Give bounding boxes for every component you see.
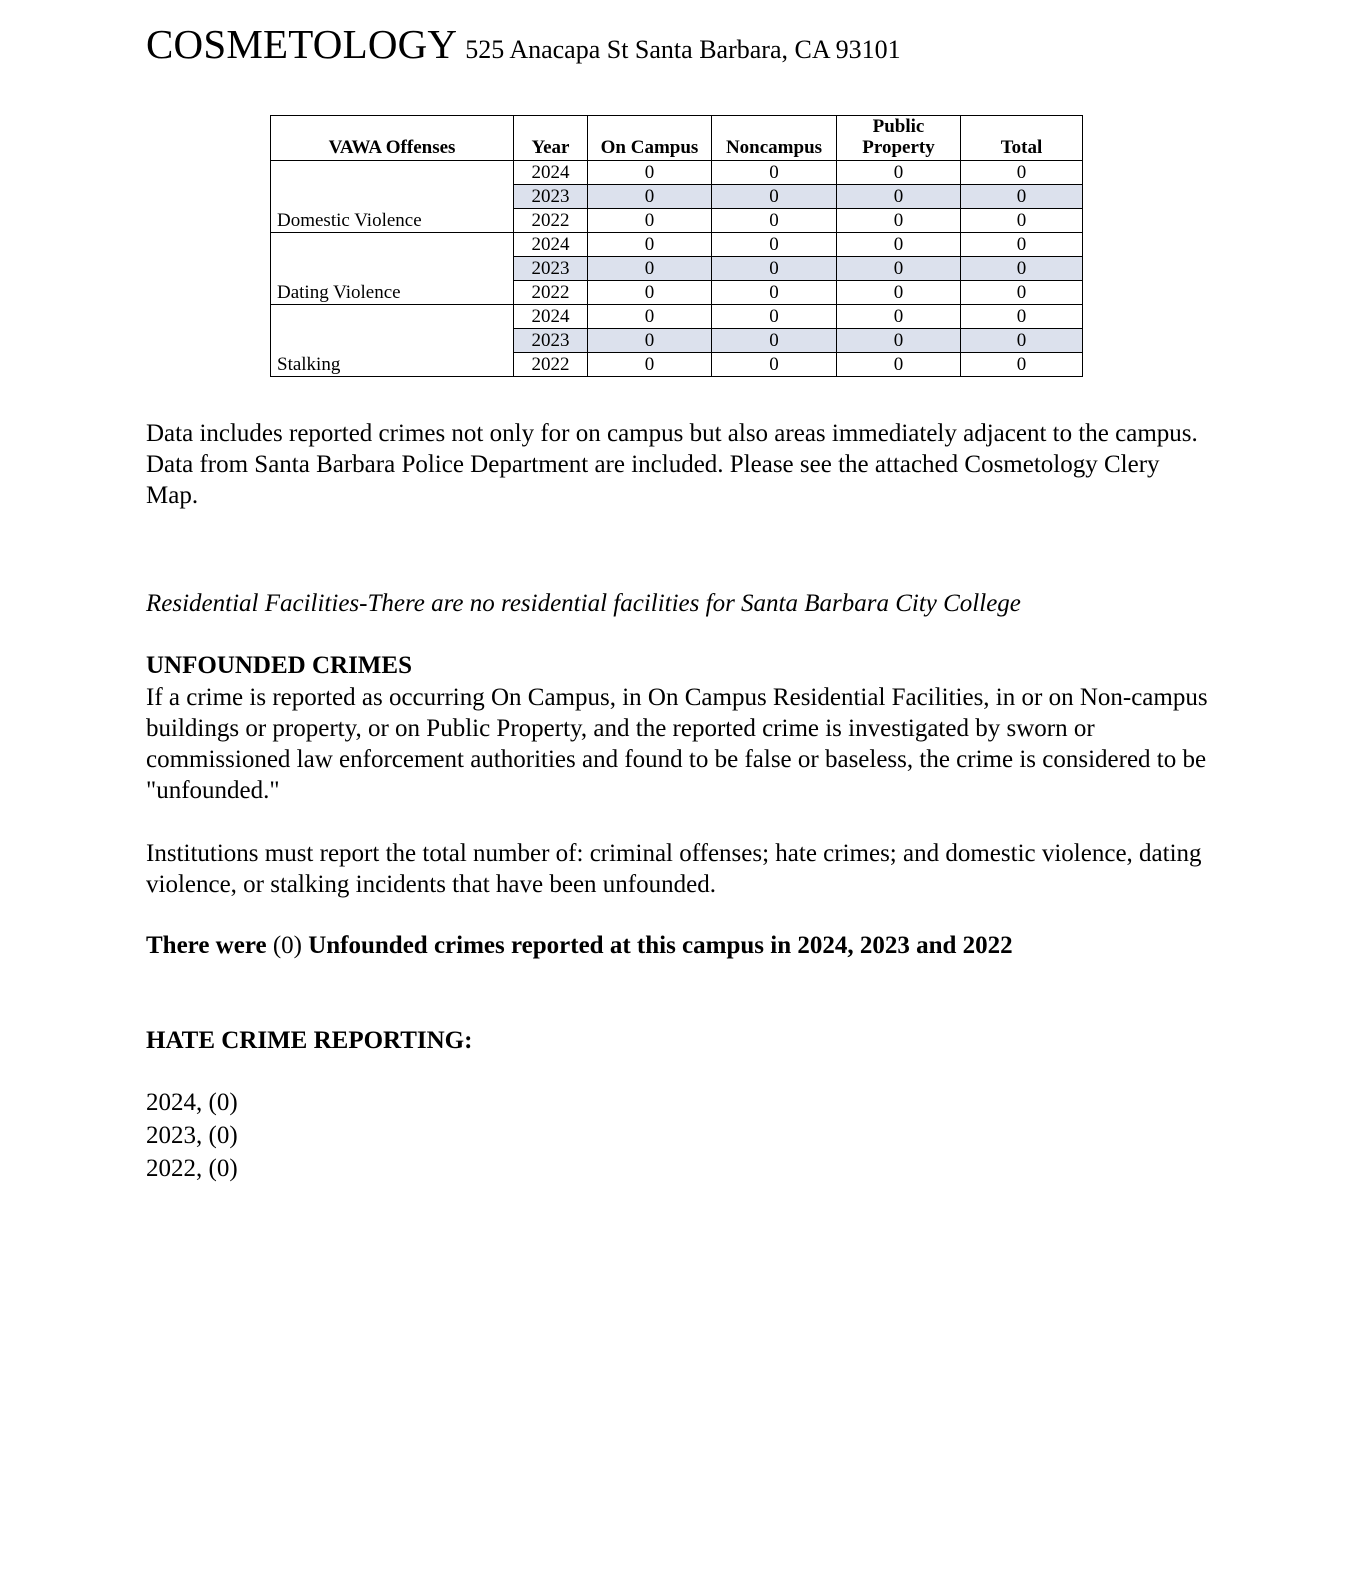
cell-public-property: 0	[837, 304, 961, 328]
cell-public-property: 0	[837, 328, 961, 352]
cell-public-property: 0	[837, 256, 961, 280]
cell-year: 2022	[514, 280, 588, 304]
cell-total: 0	[961, 256, 1083, 280]
unfounded-crimes-heading: UNFOUNDED CRIMES	[146, 652, 412, 679]
cell-total: 0	[961, 160, 1083, 184]
page-title-main: COSMETOLOGY	[146, 21, 458, 67]
cell-public-property: 0	[837, 280, 961, 304]
cell-noncampus: 0	[712, 184, 837, 208]
cell-year: 2024	[514, 304, 588, 328]
cell-public-property: 0	[837, 232, 961, 256]
cell-year: 2024	[514, 232, 588, 256]
page-title-address: 525 Anacapa St Santa Barbara, CA 93101	[465, 35, 901, 64]
vawa-offenses-table-container	[270, 115, 1083, 377]
unfounded-count-statement	[146, 930, 1208, 961]
table-body	[271, 160, 1083, 376]
cell-year: 2023	[514, 256, 588, 280]
unfounded-statement-suffix: Unfounded crimes reported at this campus in 2024, 2023 and 2022	[301, 932, 1013, 959]
offense-label-dating-violence: Dating Violence	[271, 232, 514, 304]
unfounded-statement-prefix: There were	[146, 932, 273, 959]
table-row	[271, 160, 1083, 184]
cell-total: 0	[961, 352, 1083, 376]
institutions-reporting-paragraph: Institutions must report the total number of: criminal offenses; hate crimes; and domestic violence, dating violence, or stalking incidents that have been unfounded.	[146, 840, 1202, 898]
unfounded-statement-count: (0)	[272, 932, 302, 959]
list-item: 2023, (0)	[146, 1122, 238, 1149]
offense-label-domestic-violence: Domestic Violence	[271, 160, 514, 232]
cell-year: 2022	[514, 352, 588, 376]
hate-crime-year-list	[146, 1086, 1208, 1185]
cell-total: 0	[961, 280, 1083, 304]
cell-on-campus: 0	[588, 160, 712, 184]
cell-on-campus: 0	[588, 280, 712, 304]
cell-noncampus: 0	[712, 352, 837, 376]
cell-year: 2023	[514, 328, 588, 352]
cell-total: 0	[961, 328, 1083, 352]
header-noncampus: Noncampus	[712, 116, 837, 161]
table-header-row	[271, 116, 1083, 161]
table-row	[271, 232, 1083, 256]
cell-noncampus: 0	[712, 280, 837, 304]
page-title	[146, 21, 901, 67]
cell-noncampus: 0	[712, 160, 837, 184]
cell-noncampus: 0	[712, 232, 837, 256]
cell-year: 2022	[514, 208, 588, 232]
table-row	[271, 304, 1083, 328]
cell-on-campus: 0	[588, 184, 712, 208]
cell-noncampus: 0	[712, 328, 837, 352]
cell-total: 0	[961, 304, 1083, 328]
cell-total: 0	[961, 232, 1083, 256]
cell-on-campus: 0	[588, 208, 712, 232]
header-total: Total	[961, 116, 1083, 161]
cell-on-campus: 0	[588, 232, 712, 256]
cell-noncampus: 0	[712, 208, 837, 232]
table-header	[271, 116, 1083, 161]
cell-noncampus: 0	[712, 304, 837, 328]
unfounded-crimes-definition: If a crime is reported as occurring On Campus, in On Campus Residential Facilities, in or on Non-campus buildings or property, or on Public Property, and the reported crime is investigated by sworn or commissioned law enforcement authorities and found to be false or baseless, the crime is considered to be "unfounded."	[146, 684, 1208, 804]
cell-total: 0	[961, 184, 1083, 208]
cell-total: 0	[961, 208, 1083, 232]
header-on-campus: On Campus	[588, 116, 712, 161]
cell-year: 2023	[514, 184, 588, 208]
vawa-offenses-table	[270, 115, 1083, 377]
header-vawa-offenses: VAWA Offenses	[271, 116, 514, 161]
cell-noncampus: 0	[712, 256, 837, 280]
cell-on-campus: 0	[588, 352, 712, 376]
hate-crime-reporting-heading: HATE CRIME REPORTING:	[146, 1027, 473, 1054]
cell-on-campus: 0	[588, 304, 712, 328]
residential-facilities-note: Residential Facilities-There are no residential facilities for Santa Barbara City College	[146, 590, 1021, 617]
header-year: Year	[514, 116, 588, 161]
cell-public-property: 0	[837, 208, 961, 232]
header-public-property: Public Property	[837, 116, 961, 161]
cell-public-property: 0	[837, 352, 961, 376]
cell-public-property: 0	[837, 184, 961, 208]
offense-label-stalking: Stalking	[271, 304, 514, 376]
cell-public-property: 0	[837, 160, 961, 184]
cell-on-campus: 0	[588, 328, 712, 352]
list-item: 2024, (0)	[146, 1089, 238, 1116]
cell-year: 2024	[514, 160, 588, 184]
data-note-paragraph: Data includes reported crimes not only for on campus but also areas immediately adjacent to the campus. Data from Santa Barbara Police Department are included. Please see the attached Cosmetology Clery Map.	[146, 420, 1198, 509]
list-item: 2022, (0)	[146, 1155, 238, 1182]
cell-on-campus: 0	[588, 256, 712, 280]
